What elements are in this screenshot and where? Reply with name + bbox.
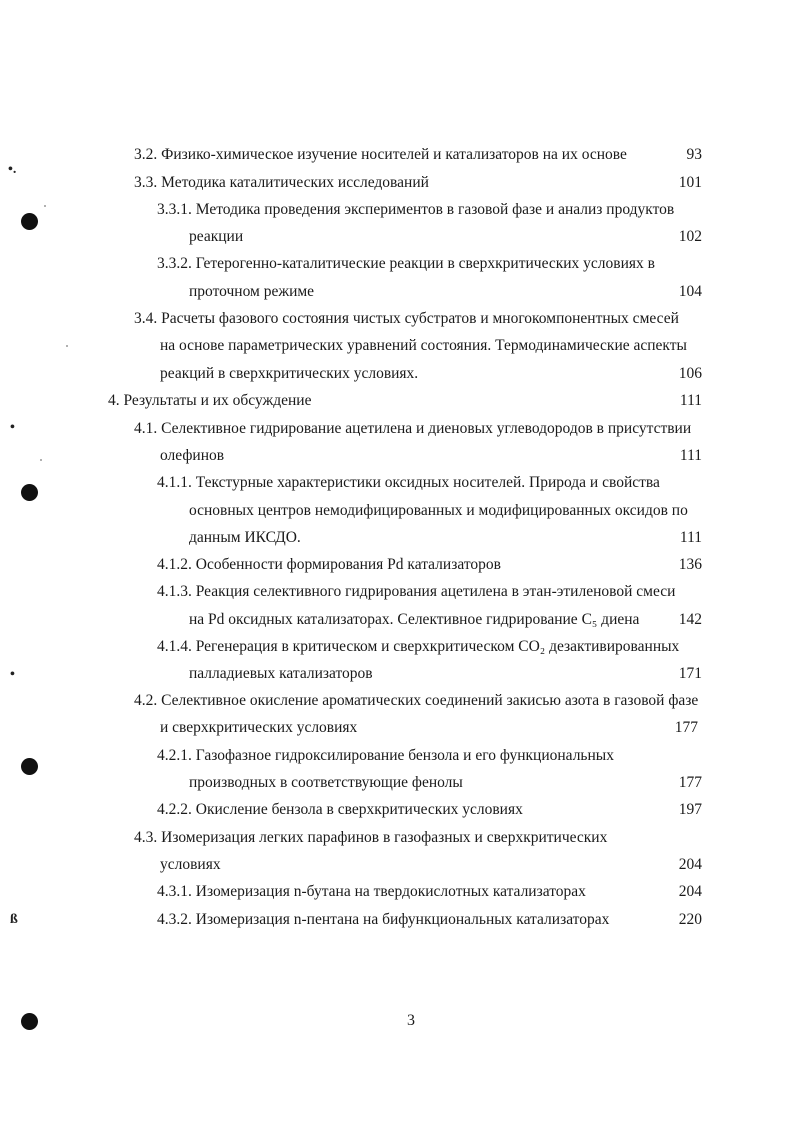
toc-entry-text: проточном режиме xyxy=(189,283,315,300)
scan-mark: •. xyxy=(8,162,17,177)
toc-entry-text: 4.2.1. Газофазное гидроксилирование бензола и его функциональных xyxy=(157,747,614,764)
toc-entry-page: 111 xyxy=(679,447,702,464)
punch-hole-dot xyxy=(21,213,38,230)
toc-entry-text: 3.4. Расчеты фазового состояния чистых субстратов и многокомпонентных смесей xyxy=(134,310,679,327)
scan-mark: • xyxy=(10,667,15,682)
toc-entry-text: реакции xyxy=(189,228,244,245)
scan-mark: ß xyxy=(10,912,18,927)
toc-entry-text: 4.2.2. Окисление бензола в сверхкритических условиях xyxy=(157,801,523,818)
toc-entry-text: и сверхкритических условиях xyxy=(160,719,358,736)
toc-entry-page: 104 xyxy=(678,283,702,300)
toc-entry-page: 111 xyxy=(679,392,702,409)
toc-entry-text: 4.1.2. Особенности формирования Pd катализаторов xyxy=(157,556,501,573)
toc-entry-page: 93 xyxy=(686,146,702,163)
toc-entry-page: 142 xyxy=(678,611,702,628)
toc-entry-text: 3.3. Методика каталитических исследований xyxy=(134,174,429,191)
punch-hole-dot xyxy=(21,484,38,501)
punch-hole-dot xyxy=(21,1013,38,1030)
toc-entry-text: 4. Результаты и их обсуждение xyxy=(108,392,312,409)
toc-entry-text: 3.2. Физико-химическое изучение носителей и катализаторов на их основе xyxy=(134,146,627,163)
toc-entry-text: 4.1.3. Реакция селективного гидрирования ацетилена в этан-этиленовой смеси xyxy=(157,583,676,600)
toc-entry-text: палладиевых катализаторов xyxy=(189,665,373,682)
scan-speck xyxy=(44,205,46,207)
toc-entry-page: 111 xyxy=(679,529,702,546)
page-number: 3 xyxy=(407,1012,415,1029)
toc-entry-text: условиях xyxy=(160,856,221,873)
toc-entry-page: 220 xyxy=(678,911,702,928)
toc-entry-page: 177 xyxy=(678,774,702,791)
toc-entry-text: 4.1.1. Текстурные характеристики оксидных носителей. Природа и свойства xyxy=(157,474,660,491)
toc-entry-page: 136 xyxy=(678,556,702,573)
toc-entry-text: 4.1.4. Регенерация в критическом и сверхкритическом CO₂ дезактивированных xyxy=(157,638,680,655)
punch-hole-dot xyxy=(21,758,38,775)
scan-mark: • xyxy=(10,420,15,435)
toc-entry-page: 171 xyxy=(678,665,702,682)
toc-entry-text: 4.1. Селективное гидрирование ацетилена и диеновых углеводородов в присутствии xyxy=(134,420,692,437)
scan-speck xyxy=(66,345,68,347)
toc-entry-text: 3.3.2. Гетерогенно-каталитические реакции в сверхкритических условиях в xyxy=(157,255,655,272)
toc-entry-text: реакций в сверхкритических условиях. xyxy=(160,365,419,382)
toc-entry-text: 4.2. Селективное окисление ароматических соединений закисью азота в газовой фазе xyxy=(134,692,699,709)
toc-entry-text: производных в соответствующие фенолы xyxy=(189,774,463,791)
scan-speck xyxy=(40,459,42,461)
toc-entry-text: на основе параметрических уравнений состояния. Термодинамические аспекты xyxy=(160,337,687,354)
toc-entry-text: олефинов xyxy=(160,447,225,464)
toc-entry-page: 102 xyxy=(678,228,702,245)
toc-entry-page: 204 xyxy=(678,856,702,873)
toc-entry-text: 4.3.2. Изомеризация n-пентана на бифункциональных катализаторах xyxy=(157,911,610,928)
toc-entry-text: основных центров немодифицированных и модифицированных оксидов по xyxy=(189,502,688,519)
toc-entry-text: на Pd оксидных катализаторах. Селективное гидрирование C₅ диена xyxy=(189,611,640,628)
toc-entry-page: 177 xyxy=(674,719,698,736)
toc-entry-text: 3.3.1. Методика проведения экспериментов в газовой фазе и анализ продуктов xyxy=(157,201,675,218)
toc-entry-page: 204 xyxy=(678,883,702,900)
toc-entry-text: 4.3.1. Изомеризация n-бутана на твердокислотных катализаторах xyxy=(157,883,586,900)
toc-entry-page: 101 xyxy=(678,174,702,191)
toc-entry-text: 4.3. Изомеризация легких парафинов в газофазных и сверхкритических xyxy=(134,829,608,846)
toc-entry-page: 106 xyxy=(678,365,702,382)
toc-entry-page: 197 xyxy=(678,801,702,818)
toc-entry-text: данным ИКСДО. xyxy=(189,529,301,546)
